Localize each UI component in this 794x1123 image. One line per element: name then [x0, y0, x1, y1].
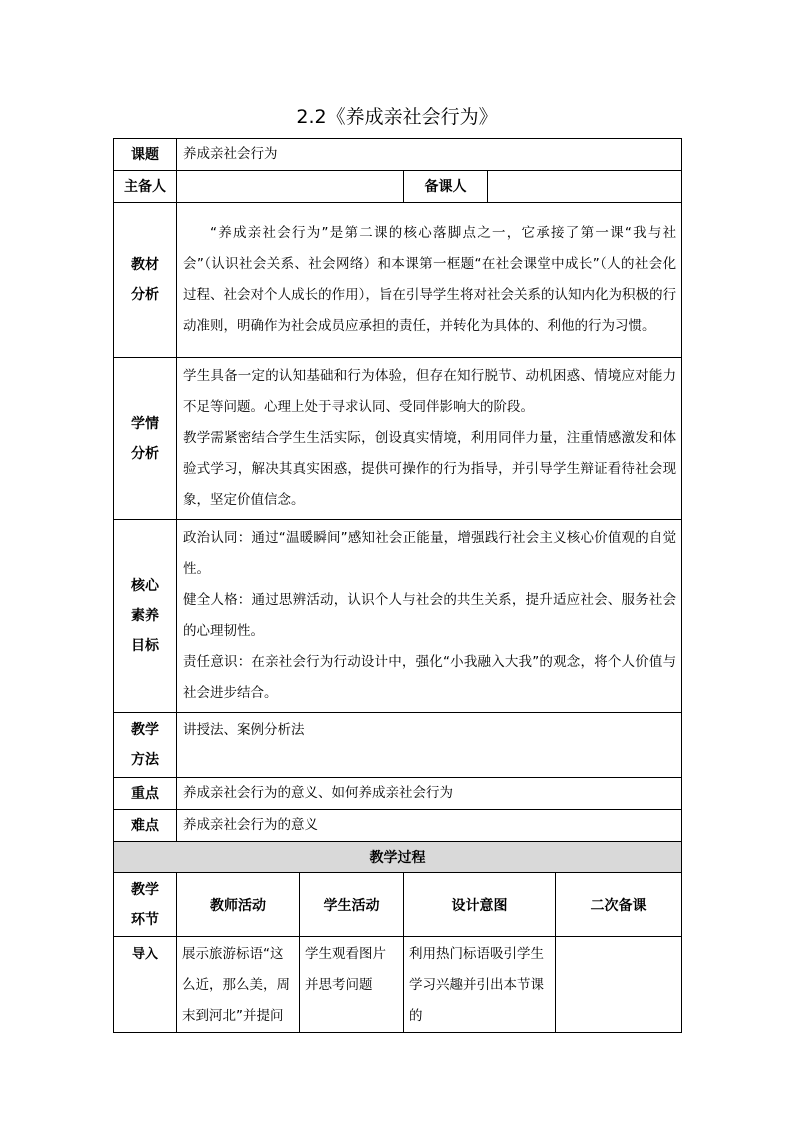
goals-label-line-1: 核心	[131, 578, 159, 594]
students-label-line-2: 分析	[131, 445, 159, 462]
stage-header	[114, 873, 177, 937]
stage-header-line-1: 教学	[131, 881, 159, 898]
goals-paragraph-3: 责任意识：在亲社会行为行动设计中，强化“小我融入大我”的观念，将个人价值与社会进步结合。	[183, 654, 677, 701]
methods-label-line-1: 教学	[131, 722, 159, 738]
intro-design-intent: 利用热门标语吸引学生学习兴趣并引出本节课的	[404, 937, 556, 1033]
topic-value: 养成亲社会行为	[177, 139, 682, 171]
preparer-value	[177, 171, 404, 203]
methods-row	[114, 713, 682, 778]
intro-student-activity: 学生观看图片并思考问题	[300, 937, 404, 1033]
goals-row	[114, 520, 682, 713]
topic-row	[114, 139, 682, 171]
materials-label-line-2: 分析	[131, 287, 159, 303]
process-band: 教学过程	[114, 842, 682, 873]
preparer-label: 主备人	[114, 171, 177, 203]
methods-label	[114, 713, 177, 778]
methods-label-line-2: 方法	[131, 752, 159, 768]
goals-text	[177, 520, 682, 713]
materials-text	[177, 203, 682, 358]
document-title: 2.2《养成亲社会行为》	[296, 106, 498, 128]
goals-label-line-3: 目标	[131, 638, 159, 654]
topic-label: 课题	[114, 139, 177, 171]
intro-row	[114, 937, 682, 1033]
materials-label-line-1: 教材	[131, 257, 159, 273]
students-paragraph-2: 教学需紧密结合学生生活实际，创设真实情境，利用同伴力量，注重情感激发和体验式学习，解决其真实困惑，提供可操作的行为指导，并引导学生辩证看待社会现象，坚定价值信念。	[183, 430, 677, 508]
difficulty-value: 养成亲社会行为的意义	[177, 810, 682, 842]
difficulty-label: 难点	[114, 810, 177, 842]
key-point-value: 养成亲社会行为的意义、如何养成亲社会行为	[177, 778, 682, 810]
students-paragraph-1: 学生具备一定的认知基础和行为体验，但存在知行脱节、动机困惑、情境应对能力不足等问题。心理上处于寻求认同、受同伴影响大的阶段。	[183, 368, 677, 415]
teacher-activity-header: 教师活动	[177, 873, 300, 937]
co-preparer-value	[488, 171, 682, 203]
goals-paragraph-2: 健全人格：通过思辨活动，认识个人与社会的共生关系，提升适应社会、服务社会的心理韧性。	[183, 592, 677, 639]
difficulty-row	[114, 810, 682, 842]
process-band-row	[114, 842, 682, 873]
materials-label	[114, 203, 177, 358]
goals-label	[114, 520, 177, 713]
materials-row	[114, 203, 682, 358]
intro-secondary-prep	[556, 937, 682, 1033]
process-header-row	[114, 873, 682, 937]
design-intent-header: 设计意图	[404, 873, 556, 937]
goals-paragraph-1: 政治认同：通过“温暖瞬间”感知社会正能量，增强践行社会主义核心价值观的自觉性。	[183, 530, 677, 577]
secondary-prep-header: 二次备课	[556, 873, 682, 937]
students-row	[114, 358, 682, 520]
intro-stage: 导入	[114, 937, 177, 1033]
students-label	[114, 358, 177, 520]
students-label-line-1: 学情	[131, 415, 159, 432]
key-point-row	[114, 778, 682, 810]
intro-teacher-activity: 展示旅游标语“这么近，那么美，周末到河北”并提问	[177, 937, 300, 1033]
co-preparer-label: 备课人	[404, 171, 488, 203]
key-point-label: 重点	[114, 778, 177, 810]
student-activity-header: 学生活动	[300, 873, 404, 937]
methods-value: 讲授法、案例分析法	[177, 713, 682, 778]
lesson-plan-table	[113, 138, 682, 1033]
students-text	[177, 358, 682, 520]
goals-label-line-2: 素养	[131, 608, 159, 624]
preparer-row	[114, 171, 682, 203]
materials-paragraph: “养成亲社会行为”是第二课的核心落脚点之一，它承接了第一课“我与社会”（认识社会关系、社会网络）和本课第一框题“在社会课堂中成长”（人的社会化过程、社会对个人成长的作用），旨在引导学生将对社会关系的认知内化为积极的行动准则，明确作为社会成员应承担的责任，并转化为具体的、利他的行为习惯。	[183, 225, 677, 334]
stage-header-line-2: 环节	[131, 911, 159, 928]
